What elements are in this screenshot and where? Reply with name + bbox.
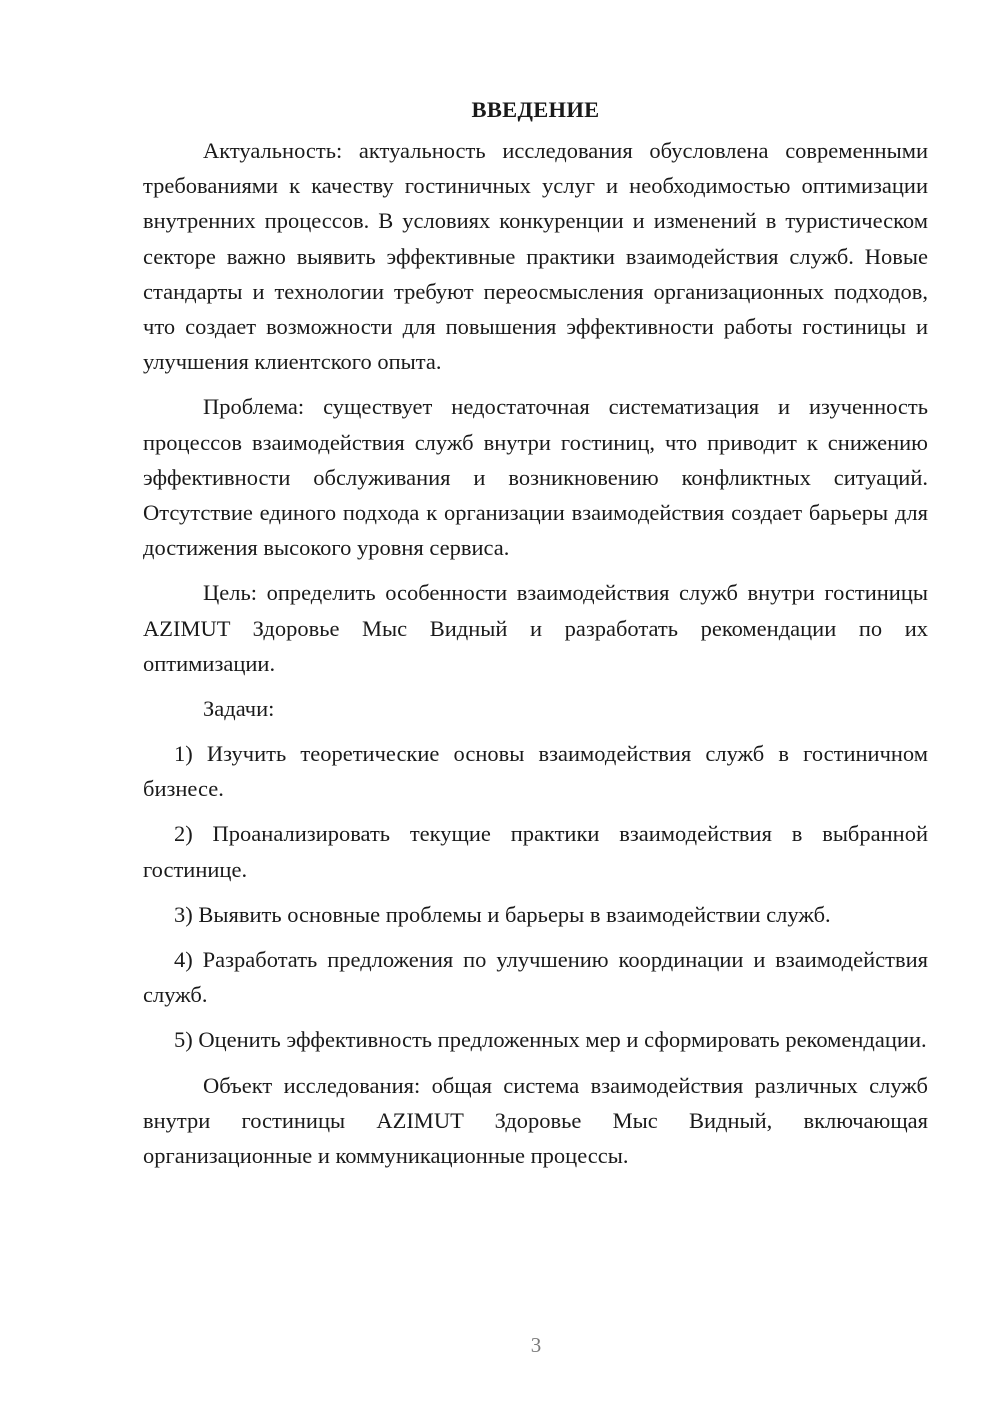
tasks-heading: Задачи: — [203, 696, 275, 722]
task-item: 4) Разработать предложения по улучшению координации и взаимодействия служб. — [143, 947, 928, 1008]
tasks-list — [143, 736, 928, 1058]
object-paragraph: Объект исследования: общая система взаимодействия различных служб внутри гостиницы AZIMUT Здоровье Мыс Видный, включающая организационные и коммуникационные процессы. — [143, 1072, 928, 1169]
page-number: 3 — [530, 1333, 542, 1357]
task-item: 5) Оценить эффективность предложенных мер и сформировать рекомендации. — [174, 1027, 927, 1053]
goal-paragraph: Цель: определить особенности взаимодействия служб внутри гостиницы AZIMUT Здоровье Мыс Видный и разработать рекомендации по их оптимизации. — [143, 580, 928, 676]
relevance-paragraph: Актуальность: актуальность исследования обусловлена современными требованиями к качеству гостиничных услуг и необходимостью оптимизации внутренних процессов. В условиях конкуренции и изменений в туристическом секторе важно выявить эффективные практики взаимодействия служб. Новые стандарты и технологии требуют переосмысления организационных подходов, что создает возможности для повышения эффективности работы гостиницы и улучшения клиентского опыта. — [143, 138, 928, 375]
task-item: 2) Проанализировать текущие практики взаимодействия в выбранной гостинице. — [143, 821, 928, 882]
task-item: 1) Изучить теоретические основы взаимодействия служб в гостиничном бизнесе. — [143, 741, 928, 802]
task-item: 3) Выявить основные проблемы и барьеры в взаимодействии служб. — [174, 901, 831, 927]
problem-paragraph: Проблема: существует недостаточная систематизация и изученность процессов взаимодействия служб внутри гостиниц, что приводит к снижению эффективности обслуживания и возникновению конфликтных ситуаций. Отсутствие единого подхода к организации взаимодействия создает барьеры для достижения высокого уровня сервиса. — [143, 394, 928, 561]
page-title: ВВЕДЕНИЕ — [471, 97, 600, 122]
page-content — [143, 92, 928, 1173]
